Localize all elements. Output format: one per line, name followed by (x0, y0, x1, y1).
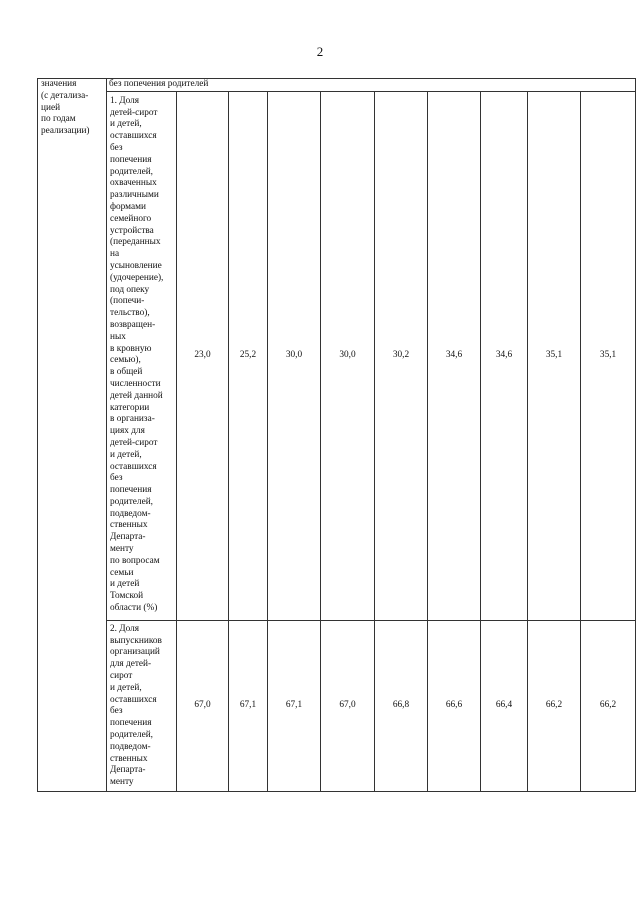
value-cell: 67,1 (268, 620, 321, 791)
value-cell: 34,6 (428, 91, 481, 620)
header-text-cell: без попечения родителей (107, 79, 636, 92)
value-cell: 67,1 (229, 620, 268, 791)
indicator-table (37, 78, 636, 792)
value-cell: 67,0 (177, 620, 229, 791)
value-cell: 30,0 (321, 91, 375, 620)
indicator-description: 1. Доля детей-сирот и детей, оставшихся без попечения родителей, охваченных различными формами семейного устройства (переданных на усыновление (удочерение), под опеку (попечи- тельство), возвращен- ных в кровную семью), в общей численности детей данной категории в организа- циях для детей-сирот и детей, оставшихся без попечения родителей, подведом- ственных Дeпарта- менту по вопросам семьи и детей Томской области (%) (107, 91, 177, 620)
value-cell: 66,8 (375, 620, 428, 791)
value-cell: 35,1 (581, 91, 636, 620)
value-cell: 25,2 (229, 91, 268, 620)
value-cell: 67,0 (321, 620, 375, 791)
value-cell: 35,1 (528, 91, 581, 620)
value-cell: 34,6 (481, 91, 528, 620)
indicator-description: 2. Доля выпускников организаций для детей- сирот и детей, оставшихся без попечения родителей, подведом- ственных Дeпарта- менту (107, 620, 177, 791)
value-cell: 23,0 (177, 91, 229, 620)
table-row (38, 620, 636, 791)
page-number: 2 (316, 44, 324, 59)
table-header-row (38, 79, 636, 92)
value-cell: 66,2 (528, 620, 581, 791)
left-label-cell: значения (с детализа- цией по годам реализации) (38, 79, 107, 792)
value-cell: 30,2 (375, 91, 428, 620)
value-cell: 66,6 (428, 620, 481, 791)
value-cell: 30,0 (268, 91, 321, 620)
table-row (38, 91, 636, 620)
value-cell: 66,2 (581, 620, 636, 791)
value-cell: 66,4 (481, 620, 528, 791)
